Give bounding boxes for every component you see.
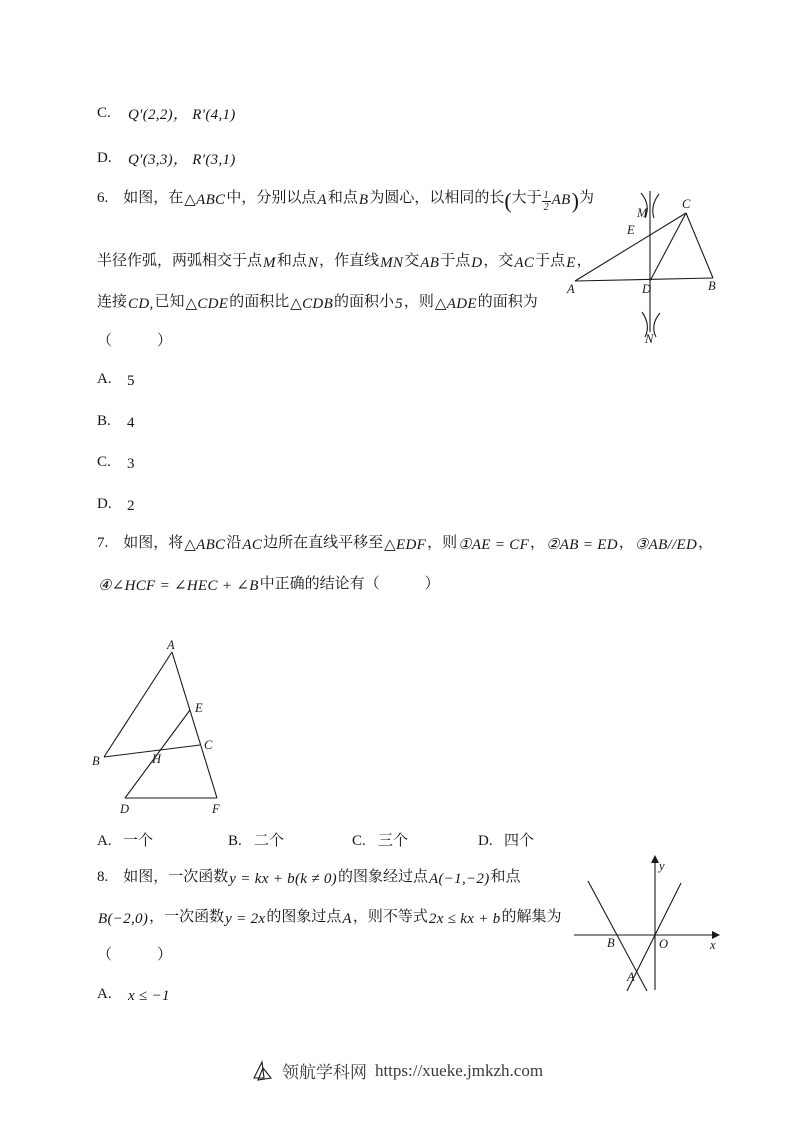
text-segment: 半径作弧，两弧相交于点	[97, 253, 263, 269]
text-segment: 的面积为	[477, 294, 538, 310]
q5-option-d-value	[127, 150, 237, 166]
q6-option-b	[97, 411, 135, 433]
q7-option-d	[478, 831, 534, 851]
text-segment: △CDB	[290, 296, 334, 312]
q7-diagram-lines	[104, 652, 217, 798]
q6-vertex-label-b: B	[708, 279, 716, 293]
q7-option-c-label: C.	[352, 833, 366, 849]
y-axis-arrow	[651, 855, 659, 863]
text-segment: CD,	[128, 296, 154, 312]
text-segment: D	[471, 255, 483, 271]
q6-option-b-value: 4	[127, 415, 135, 431]
q6-option-d-value: 2	[127, 498, 135, 514]
q6-option-b-label: B.	[97, 413, 111, 429]
line-y-equals-kx-plus-b	[588, 881, 647, 991]
q8-option-a	[97, 984, 171, 1006]
text-segment: ，一次函数	[149, 909, 225, 925]
text-segment: Q′(3,3)， R′(3,1)	[128, 152, 236, 168]
text-segment: N	[307, 255, 319, 271]
q8-text-line-1	[97, 867, 521, 889]
q7-option-a-value: 一个	[123, 833, 154, 849]
text-segment: 的面积比	[229, 294, 290, 310]
text-segment: 边所在直线平移至	[263, 535, 384, 551]
q7-option-c-value: 三个	[378, 833, 409, 849]
text-segment: 于点	[535, 253, 566, 269]
text-segment: 于点	[440, 253, 471, 269]
fraction: $\frac{1}{2}$	[543, 190, 549, 213]
text-segment: M	[263, 255, 276, 271]
q6-text-line-2	[97, 251, 592, 273]
q6-option-c-value: 3	[127, 456, 135, 472]
q8-point-label-a: A	[627, 970, 635, 984]
q7-vertex-label-c: C	[204, 738, 213, 752]
q6-text-line-1	[97, 188, 594, 213]
q6-vertex-label-d: D	[642, 282, 652, 296]
text-segment: ，交	[483, 253, 514, 269]
q6-option-d	[97, 494, 135, 516]
q6-vertex-label-e: E	[627, 223, 635, 237]
q6-arc-mark-n2	[654, 313, 660, 337]
q6-option-d-label: D.	[97, 496, 112, 512]
text-segment: AC	[514, 255, 535, 271]
q8-option-a-value	[127, 986, 171, 1002]
q8-coordinate-diagram	[566, 853, 724, 995]
footer-url: https://xueke.jmkzh.com	[374, 1060, 544, 1080]
q8-axis-label-y: y	[659, 859, 665, 873]
text-segment: 交	[404, 253, 420, 269]
text-segment: 和点	[327, 190, 358, 206]
text-segment: )	[571, 188, 579, 213]
q5-option-d-label: D.	[97, 150, 112, 166]
q6-option-a-label: A.	[97, 371, 112, 387]
q7-option-a	[97, 831, 153, 851]
text-segment: A(−1,−2)	[428, 871, 490, 887]
q6-option-a	[97, 369, 135, 391]
q7-vertex-label-e: E	[195, 701, 203, 715]
text-segment: ，则	[427, 535, 458, 551]
q8-origin-label-o: O	[659, 937, 669, 951]
text-segment: 已知	[154, 294, 185, 310]
q7-geometry-diagram	[88, 638, 233, 816]
q6-vertex-label-n: N	[645, 332, 654, 346]
text-segment: 的图象过点	[266, 909, 342, 925]
q7-vertex-label-b: B	[92, 754, 100, 768]
text-segment: 和点	[490, 869, 521, 885]
text-segment: 沿	[226, 535, 242, 551]
q7-option-d-value: 四个	[504, 833, 535, 849]
text-segment: ，	[618, 535, 634, 551]
text-segment: 的解集为	[501, 909, 562, 925]
q6-option-c	[97, 452, 135, 474]
q5-option-c-label: C.	[97, 105, 111, 121]
q6-option-a-value: 5	[127, 373, 135, 389]
text-segment: AB	[551, 192, 571, 208]
footer	[0, 1058, 793, 1083]
text-segment: 2x ≤ kx + b	[428, 911, 501, 927]
text-segment: ，则不等式	[352, 909, 428, 925]
text-segment: 中，分别以点	[226, 190, 317, 206]
q8-answer-blank	[97, 945, 172, 965]
q6-text-line-3	[97, 292, 538, 314]
text-segment: ③AB//ED	[634, 537, 698, 553]
q8-axis-label-x: x	[710, 938, 716, 952]
text-segment: 7. 如图，将	[97, 535, 184, 551]
q6-arc-mark-m2	[653, 194, 659, 218]
text-segment: Q′(2,2)， R′(4,1)	[128, 107, 236, 123]
q7-option-a-label: A.	[97, 833, 112, 849]
q5-option-c-value	[127, 105, 237, 121]
text-segment: MN	[380, 255, 404, 271]
text-segment: y = kx + b(k ≠ 0)	[229, 871, 337, 887]
q7-option-b	[228, 831, 284, 851]
text-segment: △ABC	[184, 192, 226, 208]
q7-option-b-value: 二个	[254, 833, 285, 849]
text-segment: 为	[578, 190, 594, 206]
q6-vertex-label-a: A	[567, 282, 575, 296]
footer-site-name: 领航学科网	[281, 1063, 367, 1082]
text-segment: ，	[576, 253, 592, 269]
text-segment: 5	[395, 296, 403, 312]
q6-vertex-label-m: M	[637, 206, 648, 220]
text-segment: E	[566, 255, 576, 271]
text-segment: 中正确的结论有（ ）	[259, 576, 440, 592]
q6-option-c-label: C.	[97, 454, 111, 470]
q8-axes	[574, 855, 720, 990]
q8-point-label-b: B	[607, 936, 615, 950]
text-segment: 的图象经过点	[337, 869, 428, 885]
text-segment: ②AB = ED	[546, 537, 618, 553]
q5-option-c	[97, 103, 237, 125]
text-segment: 的面积小	[334, 294, 395, 310]
text-segment: 大于	[511, 190, 542, 206]
text-segment: △ABC	[184, 537, 226, 553]
text-segment: 和点	[276, 253, 307, 269]
text-segment: 8. 如图，一次函数	[97, 869, 229, 885]
q6-answer-blank	[97, 331, 172, 351]
text-segment: （ ）	[97, 333, 173, 349]
text-segment: △ADE	[434, 296, 477, 312]
text-segment: y = 2x	[225, 911, 266, 927]
site-logo-icon	[250, 1059, 274, 1083]
q7-vertex-label-a: A	[167, 638, 175, 652]
q6-vertex-label-c: C	[682, 197, 691, 211]
q7-vertex-label-d: D	[120, 802, 130, 816]
q7-vertex-label-h: H	[152, 752, 162, 766]
text-segment: 为圆心，以相同的长	[369, 190, 505, 206]
text-segment: ，作直线	[319, 253, 380, 269]
text-segment: （ ）	[97, 947, 173, 963]
line-y-equals-2x	[627, 883, 681, 991]
text-segment: 连接	[97, 294, 128, 310]
q7-text-line-1	[97, 533, 713, 555]
text-segment: x ≤ −1	[128, 988, 170, 1004]
q8-option-a-label: A.	[97, 986, 112, 1002]
q7-option-c	[352, 831, 408, 851]
q7-vertex-label-f: F	[212, 802, 220, 816]
text-segment: ，	[530, 535, 546, 551]
text-segment: △EDF	[384, 537, 427, 553]
q7-option-b-label: B.	[228, 833, 242, 849]
text-segment: ，则	[403, 294, 434, 310]
q5-option-d	[97, 148, 237, 170]
text-segment: ④∠HCF = ∠HEC + ∠B	[98, 578, 259, 594]
text-segment: ，	[698, 535, 714, 551]
text-segment: A	[317, 192, 327, 208]
q7-text-line-2	[97, 574, 440, 596]
text-segment: A	[342, 911, 352, 927]
text-segment: 6. 如图，在	[97, 190, 184, 206]
text-segment: ①AE = CF	[458, 537, 530, 553]
q7-option-d-label: D.	[478, 833, 493, 849]
text-segment: △CDE	[185, 296, 229, 312]
text-segment: B(−2,0)	[98, 911, 149, 927]
text-segment: AB	[420, 255, 440, 271]
text-segment: B	[358, 192, 369, 208]
text-segment: (	[504, 188, 512, 213]
q8-text-line-2	[97, 907, 562, 929]
q6-geometry-diagram	[563, 184, 738, 346]
text-segment: AC	[242, 537, 263, 553]
